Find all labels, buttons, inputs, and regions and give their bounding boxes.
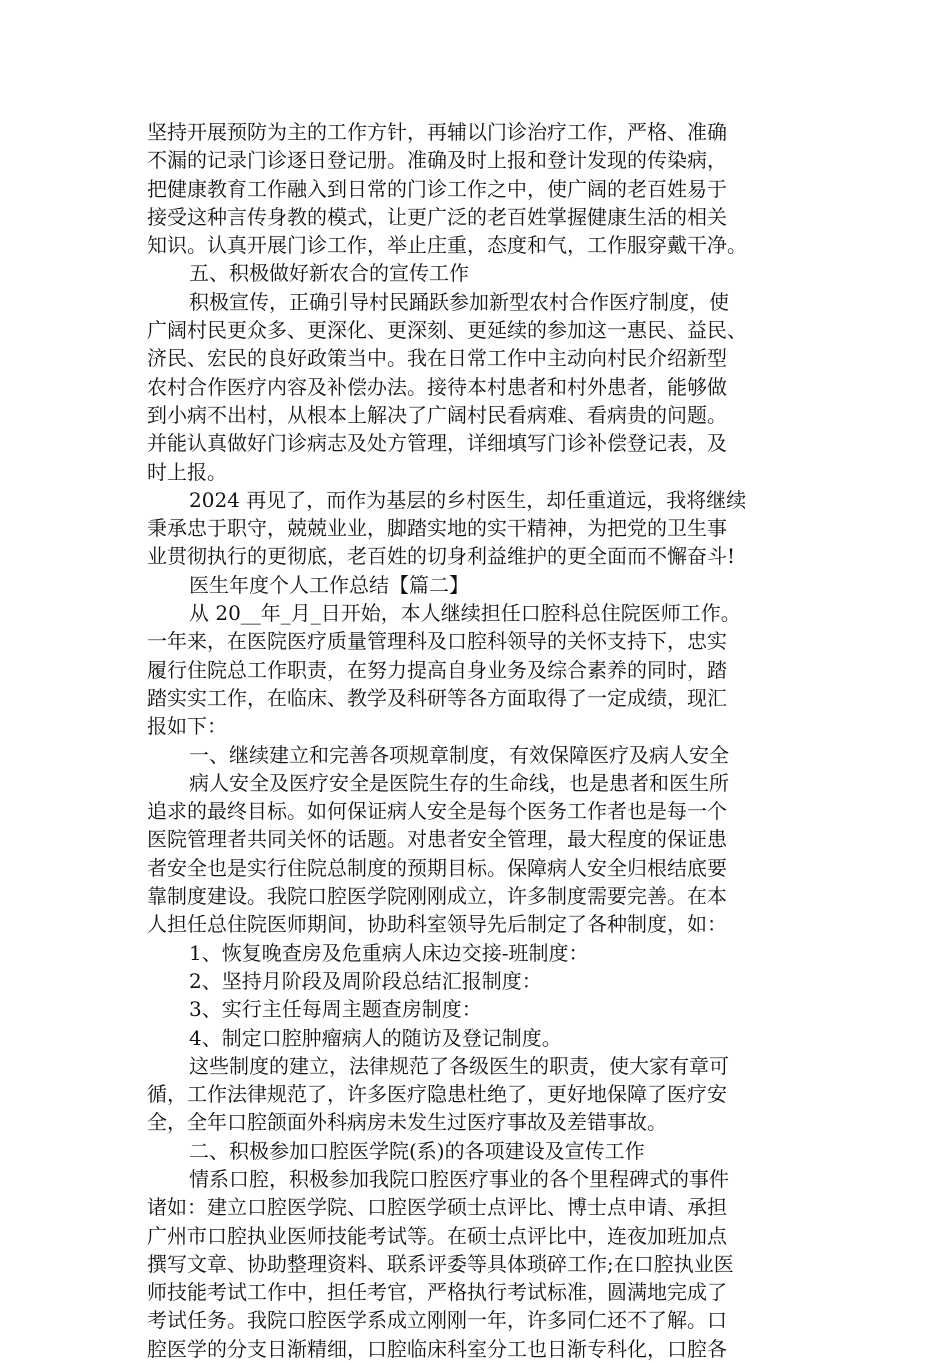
text-line: 4、制定口腔肿瘤病人的随访及登记制度。 xyxy=(189,1025,562,1050)
text-line: 广阔村民更众多、更深化、更深刻、更延续的参加这一惠民、益民、 xyxy=(147,318,747,343)
text-line: 撰写文章、协助整理资料、联系评委等具体琐碎工作;在口腔执业医 xyxy=(147,1251,734,1276)
text-line: 从 20__年_月_日开始，本人继续担任口腔科总住院医师工作。 xyxy=(189,601,741,626)
text-line: 踏实实工作，在临床、教学及科研等各方面取得了一定成绩，现汇 xyxy=(147,685,727,710)
text-line: 情系口腔，积极参加我院口腔医疗事业的各个里程碑式的事件 xyxy=(189,1166,729,1191)
text-line: 追求的最终目标。如何保证病人安全是每个医务工作者也是每一个 xyxy=(147,799,727,824)
text-line: 并能认真做好门诊病志及处方管理，详细填写门诊补偿登记表，及 xyxy=(147,431,727,456)
text-line: 五、积极做好新农合的宣传工作 xyxy=(189,261,469,286)
text-line: 秉承忠于职守，兢兢业业，脚踏实地的实干精神，为把党的卫生事 xyxy=(147,516,727,541)
text-line: 医院管理者共同关怀的话题。对患者安全管理，最大程度的保证患 xyxy=(147,827,727,852)
text-line: 接受这种言传身教的模式，让更广泛的老百姓掌握健康生活的相关 xyxy=(147,204,727,229)
text-line: 不漏的记录门诊逐日登记册。准确及时上报和登计发现的传染病， xyxy=(147,148,727,173)
text-line: 坚持开展预防为主的工作方针，再辅以门诊治疗工作，严格、准确 xyxy=(147,120,727,144)
text-line: 把健康教育工作融入到日常的门诊工作之中，使广阔的老百姓易于 xyxy=(147,176,727,201)
text-line: 循，工作法律规范了，许多医疗隐患杜绝了，更好地保障了医疗安 xyxy=(147,1082,727,1107)
text-line: 知识。认真开展门诊工作，举止庄重，态度和气，工作服穿戴干净。 xyxy=(147,233,747,258)
document-page xyxy=(147,118,807,1363)
text-line: 报如下： xyxy=(147,714,227,739)
text-line: 1、恢复晚查房及危重病人床边交接-班制度： xyxy=(189,940,589,965)
text-line: 2、坚持月阶段及周阶段总结汇报制度： xyxy=(189,968,542,993)
text-line: 2024 再见了，而作为基层的乡村医生，却任重道远，我将继续 xyxy=(189,487,747,512)
text-line: 一、继续建立和完善各项规章制度，有效保障医疗及病人安全 xyxy=(189,742,729,767)
text-line: 医生年度个人工作总结【篇二】 xyxy=(189,572,469,597)
text-line: 广州市口腔执业医师技能考试等。在硕士点评比中，连夜加班加点 xyxy=(147,1223,727,1248)
text-line: 诸如：建立口腔医学院、口腔医学硕士点评比、博士点申请、承担 xyxy=(147,1195,727,1220)
text-line: 济民、宏民的良好政策当中。我在日常工作中主动向村民介绍新型 xyxy=(147,346,727,371)
text-line: 业贯彻执行的更彻底，老百姓的切身利益维护的更全面而不懈奋斗! xyxy=(147,544,736,569)
text-line: 靠制度建设。我院口腔医学院刚刚成立，许多制度需要完善。在本 xyxy=(147,884,727,909)
text-line: 全，全年口腔颌面外科病房未发生过医疗事故及差错事故。 xyxy=(147,1110,667,1135)
text-line: 二、积极参加口腔医学院(系)的各项建设及宣传工作 xyxy=(189,1138,645,1163)
text-line: 时上报。 xyxy=(147,459,227,484)
text-line: 农村合作医疗内容及补偿办法。接待本村患者和村外患者，能够做 xyxy=(147,374,727,399)
text-line: 人担任总住院医师期间，协助科室领导先后制定了各种制度，如： xyxy=(147,912,727,937)
text-line: 病人安全及医疗安全是医院生存的生命线，也是患者和医生所 xyxy=(189,770,729,795)
text-line: 师技能考试工作中，担任考官，严格执行考试标准，圆满地完成了 xyxy=(147,1280,727,1305)
text-line: 腔医学的分支日渐精细，口腔临床科室分工也日渐专科化，口腔各 xyxy=(147,1336,727,1361)
text-line: 这些制度的建立，法律规范了各级医生的职责，使大家有章可 xyxy=(189,1053,729,1078)
text-line: 者安全也是实行住院总制度的预期目标。保障病人安全归根结底要 xyxy=(147,855,727,880)
text-line: 履行住院总工作职责，在努力提高自身业务及综合素养的同时，踏 xyxy=(147,657,727,682)
text-line: 到小病不出村，从根本上解决了广阔村民看病难、看病贵的问题。 xyxy=(147,402,727,427)
text-line: 积极宣传，正确引导村民踊跃参加新型农村合作医疗制度，使 xyxy=(189,289,729,314)
text-line: 一年来，在医院医疗质量管理科及口腔科领导的关怀支持下，忠实 xyxy=(147,629,727,654)
text-line: 3、实行主任每周主题查房制度： xyxy=(189,997,482,1022)
text-line: 考试任务。我院口腔医学系成立刚刚一年，许多同仁还不了解。口 xyxy=(147,1308,727,1333)
